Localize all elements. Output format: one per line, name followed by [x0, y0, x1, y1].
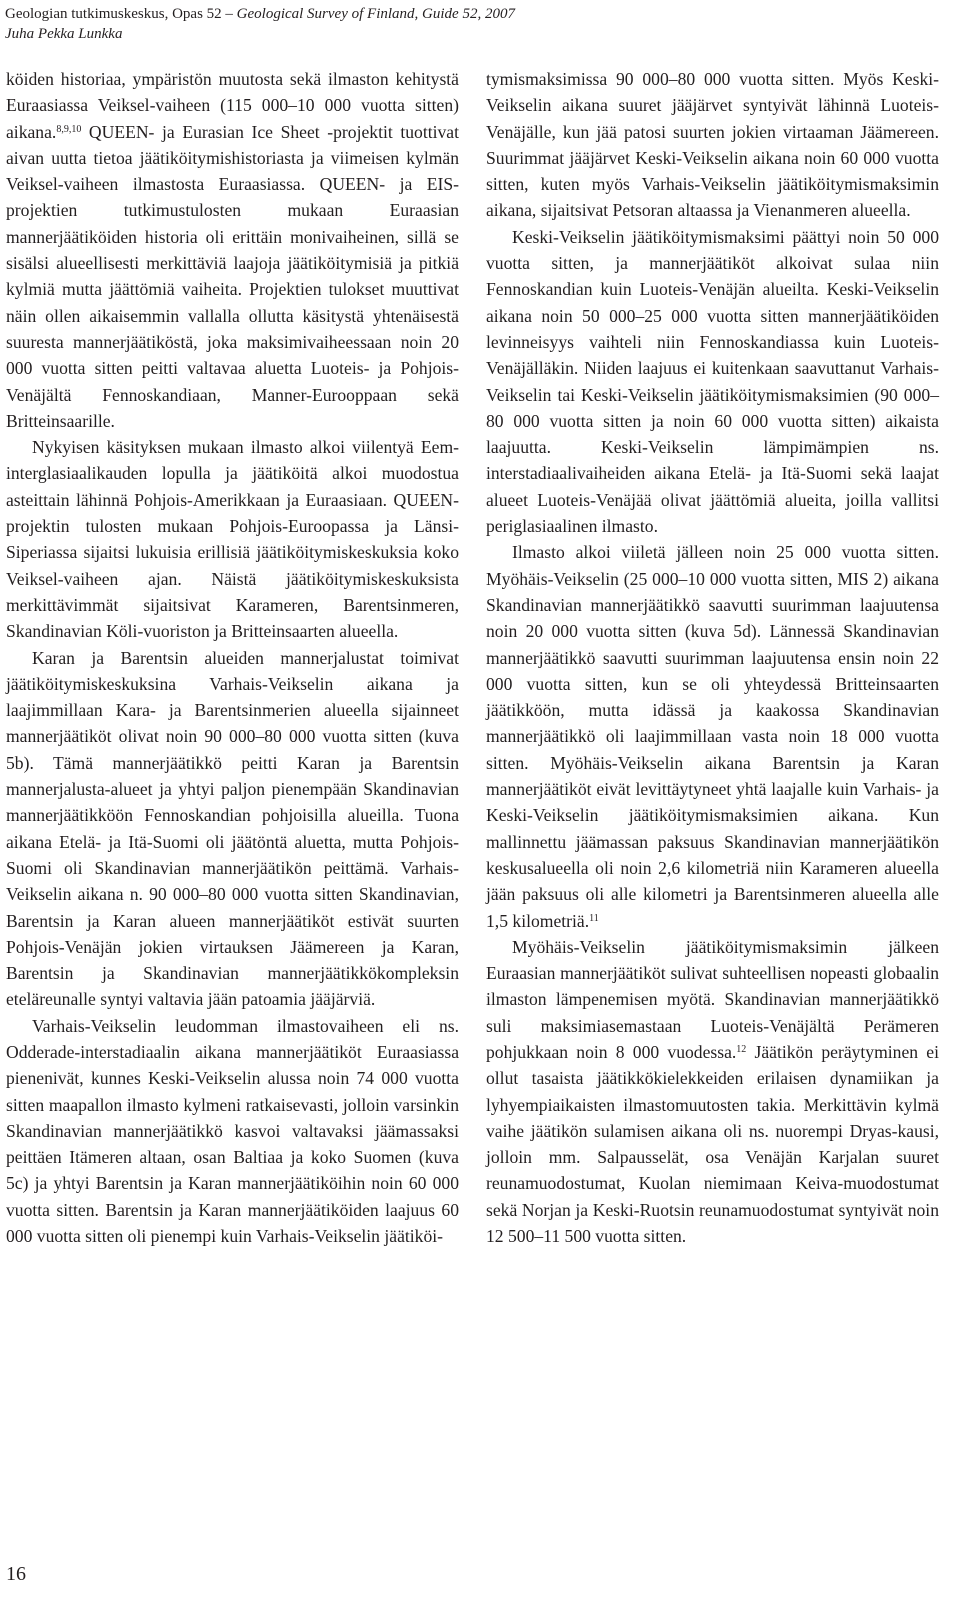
header-series-fi: Geologian tutkimuskeskus, Opas 52 –: [5, 6, 233, 22]
paragraph-text: Ilmasto alkoi viiletä jälleen noin 25 000 vuotta sitten. Myöhäis-Veikselin (25 000–10 000 vuotta sitten, MIS 2) aikana Skandinavian mannerjäätikkö saavutti suurimman laajuutensa noin 20 000 vuotta sitten (kuva 5d). Lännessä Skandinavian mannerjäätikkö saavutti suurimman laajuutensa ensin noin 22 000 vuotta sitten, kun se oli yhteydessä Britteinsaarten jäätikköön, mutta idässä ja kaakossa Skandinavian mannerjäätikkö oli laajimmillaan vasta noin 18 000 vuotta sitten. Myöhäis-Veikselin aikana Barentsin ja Karan mannerjäätiköt eivät levittäytyneet yhtä laajalle kuin Varhais- ja Keski-Veikselin jäätiköitymismaksimien aikana. Kun mallinnettu jäämassan paksuus Skandinavian mannerjäätikön keskusalueella oli noin 2,6 kilometriä niin Karameren alueella jään paksuus oli alle kilometri ja Barentsinmeren alueella alle 1,5 kilometriä.: [486, 542, 939, 931]
paragraph: Keski-Veikselin jäätiköitymismaksimi päättyi noin 50 000 vuotta sitten, ja mannerjäätiköt alkoivat sulaa niin Fennoskandian kuin Luoteis-Venäjän alueilta. Keski-Veikselin aikana noin 50 000–25 000 vuotta sitten mannerjäätiköiden levinneisyys vaihteli niin Fennoskandiassa kuin Luoteis-Venäjälläkin. Niiden laajuus ei kuitenkaan saavuttanut Varhais-Veikselin tai Keski-Veikselin jäätiköitymismaksimien (90 000–80 000 vuotta sitten ja noin 60 000 vuotta sitten) aikaista laajuutta. Keski-Veikselin lämpimämpien ns. interstadiaalivaiheiden aikana Etelä- ja Itä-Suomi sekä laajat alueet Luoteis-Venäjää olivat jäättömiä alueita, joilla vallitsi periglasiaalinen ilmasto.: [486, 226, 939, 537]
paragraph: [486, 539, 939, 933]
footnote-ref: 12: [736, 1043, 747, 1055]
paragraph: [6, 66, 459, 434]
paragraph-text: Jäätikön peräytyminen ei ollut tasaista jäätikkökielekkeiden erilaisen dynamiikan ja lyhyempiaikaisten ilmastomuutosten takia. Merkittävin kylmä vaihe jäätikön sulamisen aikana oli ns. nuorempi Dryas-kausi, jolloin mm. Salpausselät, osa Venäjän Karjalan suuret reunamuodostumat, Kuolan niemimaan Keiva-muodostumat sekä Norjan ja Keski-Ruotsin reunamuodostumat syntyivät noin 12 500–11 500 vuotta sitten.: [486, 1041, 939, 1247]
left-column: [6, 66, 459, 1249]
page-number: 16: [6, 1563, 26, 1585]
running-header: [5, 4, 515, 44]
paragraph-text: köiden historiaa, ympäristön muutosta sekä ilmaston kehitystä Euraasiassa Veiksel-vaiheen (115 000–10 000 vuotta sitten) aikana.: [6, 69, 459, 142]
paragraph: Varhais-Veikselin leudomman ilmastovaiheen eli ns. Odderade-interstadiaalin aikana mannerjäätiköt Euraasiassa pienenivät, kunnes Keski-Veikselin alussa noin 74 000 vuotta sitten maapallon ilmasto kylmeni ratkaisevasti, jolloin varsinkin Skandinavian mannerjäätikkö kasvoi valtavaksi jäämassaksi peittäen Itämeren altaan, osan Baltiaa ja koko Suomen (kuva 5c) ja yhtyi Barentsin ja Karan mannerjäätiköihin noin 60 000 vuotta sitten. Barentsin ja Karan mannerjäätiköiden laajuus 60 000 vuotta sitten oli pienempi kuin Varhais-Veikselin jäätiköi-: [6, 1015, 459, 1247]
header-series-en: Geological Survey of Finland, Guide 52, 2007: [236, 6, 515, 22]
paragraph-text: QUEEN- ja Eurasian Ice Sheet -projektit tuottivat aivan uutta tietoa jäätiköitymishistoriasta ja viimeisen kylmän Veiksel-vaiheen ilmastosta Euraasiassa. QUEEN- ja EIS-projektien tutkimustulosten mukaan Euraasian mannerjäätiköiden historia oli erittäin monivaiheinen, sillä se sisälsi alueellisesti merkittäviä laajoja jäätiköitymisiä ja pitkiä kylmiä mutta jäättömiä vaiheita. Projektien tulokset muuttivat näin ollen aikaisemmin vallalla ollutta käsitystä yhtenäisestä suuresta mannerjäätiköstä, joka maksimivaiheessaan noin 20 000 vuotta sitten peitti valtavaa aluetta Luoteis- ja Pohjois-Venäjältä Fennoskandiaan, Manner-Eurooppaan sekä Britteinsaarille.: [6, 121, 459, 431]
header-series-line: [5, 4, 515, 24]
paragraph: Nykyisen käsityksen mukaan ilmasto alkoi viilentyä Eem-interglasiaalikauden lopulla ja jäätiköitä alkoi muodostua asteittain lähinnä Pohjois-Amerikkaan ja Euraasiaan. QUEEN-projektin tulosten mukaan Pohjois-Euroopassa ja Länsi-Siperiassa sijaitsi lukuisia erillisiä jäätiköitymiskeskuksia koko Veiksel-vaiheen ajan. Näistä jäätiköitymiskeskuksista merkittävimmät sijaitsivat Karameren, Barentsinmeren, Skandinavian Köli-vuoriston ja Britteinsaarten alueella.: [6, 437, 459, 642]
footnote-ref: 11: [589, 912, 599, 924]
right-column: [486, 66, 939, 1249]
footnote-ref: 8,9,10: [56, 123, 82, 135]
paragraph: tymismaksimissa 90 000–80 000 vuotta sitten. Myös Keski-Veikselin aikana suuret jääjärvet syntyivät lähinnä Luoteis-Venäjälle, kun jää patosi suurten jokien virtaaman Jäämereen. Suurimmat jääjärvet Keski-Veikselin aikana noin 60 000 vuotta sitten, kuten myös Varhais-Veikselin jäätiköitymismaksimin aikana, sijaitsivat Petsoran altaassa ja Vienanmeren alueella.: [486, 69, 939, 221]
paragraph: Karan ja Barentsin alueiden mannerjalustat toimivat jäätiköitymiskeskuksina Varhais-Veikselin aikana ja laajimmillaan Kara- ja Barentsinmerien alueella sijainneet mannerjäätiköt olivat noin 90 000–80 000 vuotta sitten (kuva 5b). Tämä mannerjäätikkö peitti Karan ja Barentsin mannerjalusta-alueet ja yhtyi paljon pienempään Skandinavian mannerjäätikköön Fennoskandian pohjoisilla alueilla. Tuona aikana Etelä- ja Itä-Suomi oli jäätöntä aluetta, mutta Pohjois-Suomi oli Skandinavian mannerjäätikön peittämä. Varhais-Veikselin aikana n. 90 000–80 000 vuotta sitten Skandinavian, Barentsin ja Karan alueen mannerjäätiköt estivät suurten Pohjois-Venäjän jokien virtauksen Jäämereen ja Karan, Barentsin ja Skandinavian mannerjäätikkökompleksin eteläreunalle syntyi valtavia jään patoamia jääjärviä.: [6, 647, 459, 1010]
paragraph: [486, 934, 939, 1250]
header-author: Juha Pekka Lunkka: [5, 26, 123, 42]
paragraph-text: Myöhäis-Veikselin jäätiköitymismaksimin jälkeen Euraasian mannerjäätiköt sulivat suhteellisen nopeasti globaalin ilmaston lämpenemisen myötä. Skandinavian mannerjäätikkö suli maksimiasemastaan Luoteis-Venäjältä Perämeren pohjukkaan noin 8 000 vuodessa.: [486, 936, 939, 1062]
